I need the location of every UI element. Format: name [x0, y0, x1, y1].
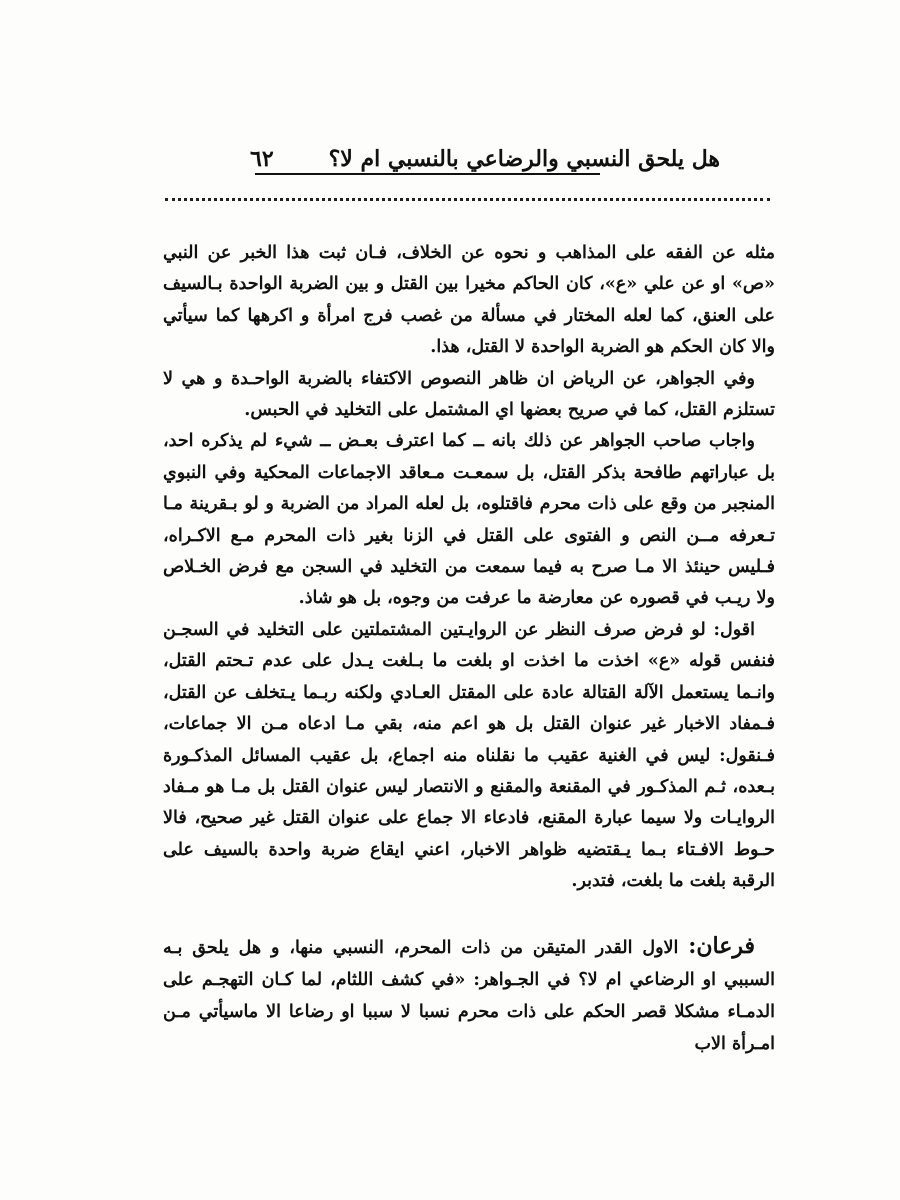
section-branches [163, 930, 775, 1060]
paragraph-2: وفي الجواهر، عن الرياض ان ظاهر النصوص الاكتفاء بالضربة الواحـدة و هي لا تستلزم القتل، كما في صريح بعضها اي المشتمل على التخليد في الحبس. [163, 368, 775, 421]
running-title: هل يلحق النسبي والرضاعي بالنسبي ام لا؟ [328, 146, 720, 172]
section-paragraph [163, 930, 775, 1060]
header-rule [255, 173, 600, 175]
section-text: الاول القدر المتيقن من ذات المحرم، النسبي منها، و هل يلحق بـه السببي او الرضاعي ام لا؟ في الجـواهر: «في كشف اللثام، لما كـان التهجـم على الدمـاء مشكلا قصر الحكم على ذات محرم نسبا لا سببا او رضاعا الا ماسيأتي مـن امـرأة الاب [163, 938, 775, 1054]
paragraph-1: مثله عن الفقه على المذاهب و نحوه عن الخلاف، فـان ثبت هذا الخبر عن النبي «ص» او عن علي «ع»، كان الحاكم مخيرا بين القتل و بين الضربة الواحدة بـالسيف على العنق، كما لعله المختار في مسألة من غصب فرج امرأة و اكرهها كما سيأتي والا كان الحكم هو الضربة الواحدة لا القتل، هذا. [163, 243, 775, 358]
paragraph-4: اقول: لو فرض صرف النظر عن الروايـتين المشتملتين على التخليد في السجـن فنفس قوله «ع» اخذت ما اخذت او بلغت ما بـلغت يـدل على عدم تـحتم القتل، وانـما يستعمل الآلة القتالة عادة على المقتل العـادي ولكنه ربـما يـتخلف عن القتل، فـمفاد الاخبار غير عنوان القتل بل هو اعم منه، بقي مـا ادعاه مـن الا جماعات، فـنقول: ليس في الغنية عقيب ما نقلناه منه اجماع، بل عقيب المسائل المذكـورة بـعده، ثـم المذكـور في المقنعة والمقنع و الانتصار ليس عنوان القتل بل مـا هو مـفاد الروايـات ولا سيما عبارة المقنع، فادعاء الا جماع على عنوان القتل غير صحيح، فالا حـوط الافـتاء بـما يـقتضيه ظواهر الاخبار، اعني ايقاع ضربة واحدة بالسيف على الرقبة بلغت ما بلغت، فتدبر. [163, 619, 775, 892]
dotted-separator [165, 198, 770, 201]
main-text [163, 238, 775, 898]
page-header [250, 140, 720, 172]
paragraph-3: واجاب صاحب الجواهر عن ذلك بانه ــ كما اعترف بعـض ــ شيء لم يذكره احد، بل عباراتهم طافحة بذكر القتل، بل سمعـت مـعاقد الاجماعات المحكية وفي النبوي المنجبر من وقع على ذات محرم فاقتلوه، بل لعله المراد من الضربة و لو بـقرينة مـا تـعرفه مــن النص و الفتوى على القتل في الزنا بغير ذات المحرم مـع الاكـراه، فـليس حينئذ الا مـا صرح به فيما سمعت من التخليد في السجن مع فرض الخـلاص ولا ريـب في قصوره عن معارضة ما عرفت من وجوه، بل هو شاذ. [163, 431, 775, 609]
section-title: فرعان: [688, 933, 755, 959]
page-number: ٦٢ [250, 146, 274, 172]
